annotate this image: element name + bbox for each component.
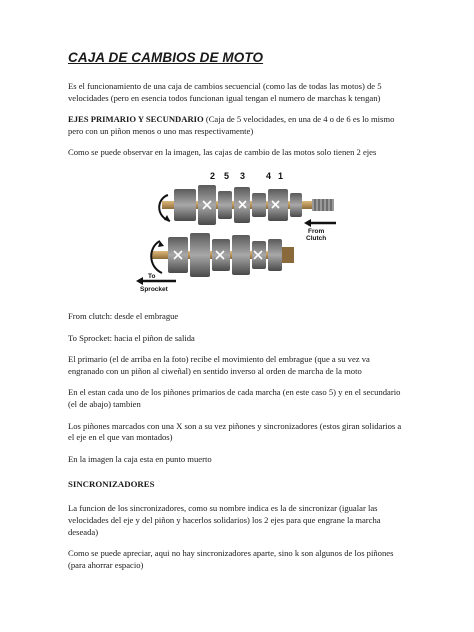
ejes-heading: EJES PRIMARIO Y SECUNDARIO (68, 114, 204, 125)
to-sprocket-label: To (148, 272, 156, 280)
document-title: CAJA DE CAMBIOS DE MOTO (68, 50, 264, 65)
sincro-apreciar-paragraph: Como se puede apreciar, aqui no hay sincronizadores aparte, sino k son algunos de los piñones (para ahorrar espacio) (68, 548, 394, 570)
sincronizadores-heading: SINCRONIZADORES (68, 479, 155, 490)
marcados-paragraph: Los piñones marcados con una X son a su vez piñones y sincronizadores (estos giran solidarios a el eje en el que van montados) (68, 420, 402, 443)
to-sprocket-paragraph: To Sprocket: hacia el piñon de salida (68, 332, 195, 343)
to-sprocket-label-2: Sprocket (140, 285, 168, 293)
punto-muerto-paragraph: En la imagen la caja esta en punto muerto (68, 453, 212, 464)
en-el-paragraph: En el estan cada uno de los piñones primarios de cada marcha (en este caso 5) y en el secundario (el de abajo) tambien (68, 387, 401, 409)
gear-number-2: 2 (210, 170, 216, 181)
from-clutch-label: From (308, 227, 325, 235)
secondary-gears (168, 233, 282, 277)
gearbox-figure (132, 169, 342, 299)
from-clutch-paragraph: From clutch: desde el embrague (68, 310, 179, 321)
gear-number-3: 3 (240, 170, 246, 181)
primary-gears (174, 185, 302, 225)
gear-number-1: 1 (278, 170, 284, 181)
sincro-funcion-paragraph: La funcion de los sincronizadores, como su nombre indica es la de sincronizar (igualar las velocidades del eje y del piñon y hacerlos solidarios) los 2 ejes para que engrane la marcha deseada) (68, 503, 381, 537)
gear-number-5: 5 (224, 170, 230, 181)
intro-paragraph: Es el funcionamiento de una caja de cambios secuencial (como las de todas las motos) de 5 velocidades (pero en esencia todos funcionan igual tengan el numero de marchas k tengan) (68, 81, 382, 103)
observar-paragraph: Como se puede observar en la imagen, las cajas de cambio de las motos solo tienen 2 ejes (68, 147, 377, 158)
ejes-text: (Caja de 5 velocidades, en una de 4 o de 6 es lo mismo pero con un piñon menos o uno mas respectivamente) (68, 114, 395, 136)
gear-number-4: 4 (266, 170, 272, 181)
ejes-paragraph (68, 114, 404, 137)
primario-paragraph: El primario (el de arriba en la foto) recibe el movimiento del embrague (que a su vez va engranado con un piñon al ciweñal) en sentido inverso al orden de marcha de la moto (68, 354, 370, 376)
gearbox-illustration (132, 169, 342, 299)
from-clutch-label-2: Clutch (306, 234, 327, 242)
